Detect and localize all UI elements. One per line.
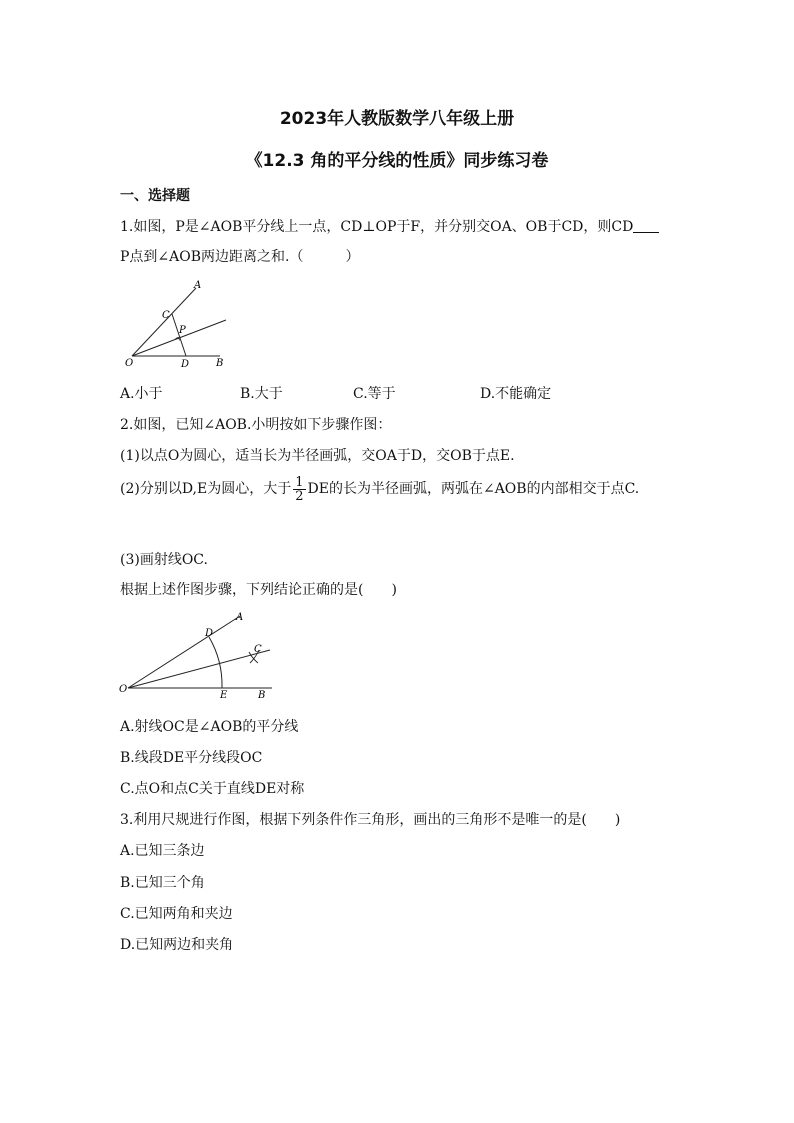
q1-stem-text: 1.如图，P是∠AOB平分线上一点，CD⊥OP于F，并分别交OA、OB于CD，则CD	[120, 219, 634, 235]
q1-options	[120, 383, 680, 403]
q2-fraction-numerator: 1	[295, 474, 304, 490]
q1-stem-line1	[120, 216, 659, 236]
q3-option-d[interactable]: D.已知两边和夹角	[120, 937, 234, 953]
q1-figure	[120, 278, 240, 372]
q2-label-a: A	[236, 612, 244, 623]
q2-fraction-half	[293, 476, 305, 503]
q2-ray-oa	[128, 616, 240, 688]
q2-label-o: O	[119, 684, 128, 695]
q3-option-a[interactable]: A.已知三条边	[120, 843, 205, 859]
q2-option-c[interactable]: C.点O和点C关于直线DE对称	[120, 781, 305, 797]
q3-option-c[interactable]: C.已知两角和夹边	[120, 906, 233, 922]
q2-ray-oc	[128, 650, 270, 688]
q2-label-d: D	[205, 628, 214, 639]
q2-arc-de	[209, 637, 222, 688]
q1-label-d: D	[181, 359, 190, 370]
q2-label-b: B	[258, 690, 266, 701]
page-title: 2023年人教版数学八年级上册	[279, 109, 515, 129]
q1-option-b[interactable]: B.大于	[240, 386, 283, 402]
q2-step1: (1)以点O为圆心，适当长为半径画弧，交OA于D，交OB于点E.	[120, 448, 515, 464]
q2-option-a[interactable]: A.射线OC是∠AOB的平分线	[120, 719, 299, 735]
q2-fraction-denominator: 2	[295, 488, 304, 504]
q1-option-a[interactable]: A.小于	[120, 386, 163, 402]
q1-option-d[interactable]: D.不能确定	[480, 386, 552, 402]
q1-label-c: C	[162, 310, 170, 321]
q1-label-p: P	[179, 325, 186, 336]
q2-label-c: C	[254, 644, 262, 655]
q2-stem-line1: 2.如图，已知∠AOB.小明按如下步骤作图：	[120, 417, 392, 433]
q3-stem: 3.利用尺规进行作图，根据下列条件作三角形，画出的三角形不是唯一的是( )	[120, 812, 621, 828]
q2-step2-text-a: (2)分别以D,E为圆心，大于	[120, 481, 292, 497]
q1-stem-line2: P点到∠AOB两边距离之和.（ ）	[120, 249, 360, 265]
page-subtitle: 《12.3 角的平分线的性质》同步练习卷	[245, 151, 549, 171]
q2-question: 根据上述作图步骤，下列结论正确的是( )	[120, 582, 397, 598]
q2-label-e: E	[220, 690, 228, 701]
q2-step2	[120, 469, 639, 509]
q3-option-b[interactable]: B.已知三个角	[120, 875, 205, 891]
q1-ray-oa	[132, 288, 196, 356]
section-heading: 一、选择题	[120, 188, 190, 204]
q2-step3: (3)画射线OC.	[120, 552, 208, 568]
q1-label-b: B	[216, 358, 224, 369]
q1-label-o: O	[125, 358, 134, 369]
q2-option-b[interactable]: B.线段DE平分线段OC	[120, 750, 263, 766]
q1-option-c[interactable]: C.等于	[353, 386, 396, 402]
q2-step2-text-b: DE的长为半径画弧，两弧在∠AOB的内部相交于点C.	[307, 481, 640, 497]
q1-label-a: A	[194, 280, 202, 291]
q2-figure	[118, 608, 276, 702]
q1-answer-blank	[633, 218, 659, 233]
